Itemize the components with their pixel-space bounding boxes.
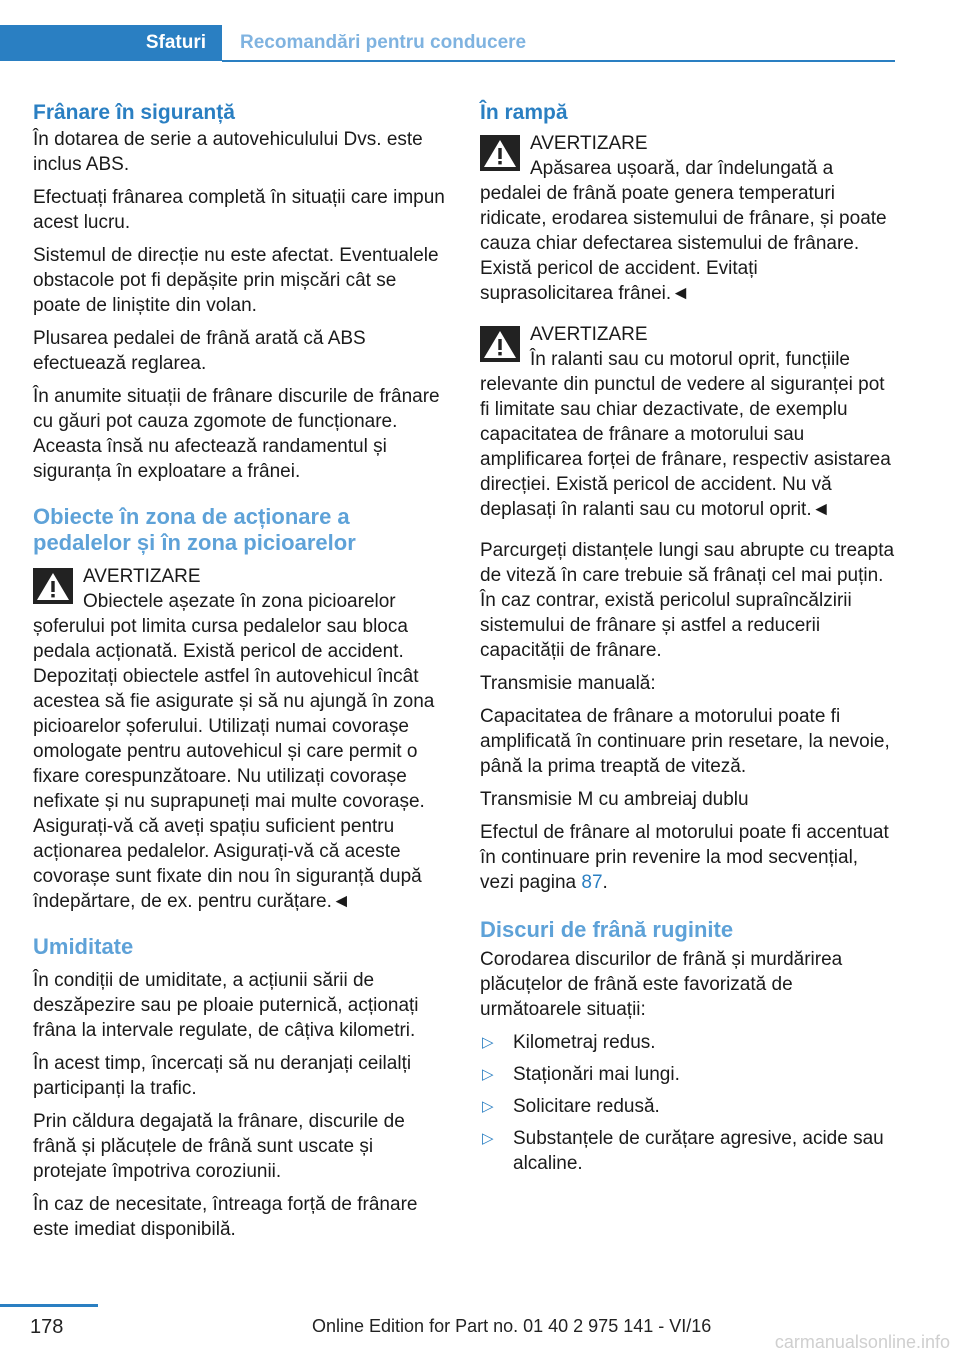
paragraph-end: . [602, 872, 608, 893]
warning-title: AVERTIZARE [83, 566, 201, 587]
warning-triangle-icon [480, 326, 520, 362]
paragraph: Prin căldura degajată la frânare, discurile de frână și plăcuțele de frână sunt uscate și protejate împotriva coroziunii. [33, 1111, 405, 1182]
section-tab: Sfaturi [0, 25, 222, 61]
paragraph: Efectuați frânarea completă în situații care impun acest lucru. [33, 187, 445, 233]
list-item-text: Solicitare redusă. [513, 1096, 660, 1117]
paragraph: În caz de necesitate, întreaga forță de frânare este imediat disponibilă. [33, 1194, 418, 1240]
warning-triangle-icon [480, 135, 520, 171]
paragraph: În dotarea de serie a autovehiculului Dvs. este inclus ABS. [33, 129, 423, 175]
triangle-right-icon: ▷ [482, 1034, 494, 1051]
paragraph: Plusarea pedalei de frână arată că ABS efectuează reglarea. [33, 328, 366, 374]
paragraph: Sistemul de direcție nu este afectat. Eventualele obstacole pot fi depășite prin mișcări cât se poate de liniștite din volan. [33, 245, 439, 316]
list-item-text: Kilometraj redus. [513, 1032, 656, 1053]
list-item [480, 1030, 896, 1055]
page-header [0, 0, 960, 62]
left-column [33, 100, 449, 1250]
paragraph-text: Efectul de frânare al motorului poate fi accentuat în continuare prin revenire la mod secvențial, vezi pagina [480, 822, 889, 893]
paragraph: Transmisie M cu ambreiaj dublu [480, 789, 749, 810]
warning-text: Apăsarea ușoară, dar îndelungată a pedalei de frână poate genera temperaturi ridicate, erodarea sistemului de frânare, și poate cauza chiar defectarea sistemului de frânare. Există pericol de accident. Evitați suprasolicitarea frânei.◄ [480, 158, 887, 304]
edition-text: Online Edition for Part no. 01 40 2 975 141 - VI/16 [312, 1316, 712, 1336]
paragraph: Capacitatea de frânare a motorului poate fi amplificată în continuare prin resetare, la nevoie, până la prima treaptă de viteză. [480, 706, 890, 777]
section-title-pedal-area: Obiecte în zona de acționare a pedalelor și în zona picioarelor [33, 504, 356, 555]
list-item [480, 1062, 896, 1087]
triangle-right-icon: ▷ [482, 1098, 494, 1115]
section-title-safe-braking: Frânare în siguranță [33, 101, 235, 124]
warning-title: AVERTIZARE [530, 133, 648, 154]
list-item-text: Substanțele de curățare agresive, acide sau alcaline. [513, 1128, 884, 1174]
paragraph: În anumite situații de frânare discurile de frânare cu găuri pot cauza zgomote de funcționare. Aceasta însă nu afectează randamentul și siguranța în exploatare a frânei. [33, 386, 440, 482]
warning-block [480, 322, 896, 522]
paragraph: Transmisie manuală: [480, 673, 656, 694]
page-number: 178 [30, 1316, 64, 1338]
warning-block [33, 564, 449, 914]
list-item [480, 1094, 896, 1119]
watermark: carmanualsonline.info [774, 1332, 950, 1352]
section-title-humidity: Umiditate [33, 934, 134, 959]
paragraph: În condiții de umiditate, a acțiunii sării de deszăpezire sau pe ploaie puternică, acționați frâna la intervale regulate, de câțiva kilometri. [33, 970, 419, 1041]
paragraph [480, 820, 896, 895]
warning-text: Obiectele așezate în zona picioarelor șoferului pot limita cursa pedalelor sau bloca pedala acționată. Există pericol de accident. Depozitați obiectele astfel în autovehicul încât acestea să fie asigurate și să nu ajungă în zona picioarelor șoferului. Utilizați numai covorașe omologate pentru autovehicul și care permit o fixare corespunzătoare. Nu utilizați covorașe nefixate și nu suprapuneți mai multe covorașe. Asigurați-vă că aveți spațiu suficient pentru acționarea pedalelor. Asigurați-vă că aceste covorașe sunt fixate din nou în siguranță după îndepărtare, de ex. pentru curățare.◄ [33, 591, 435, 912]
triangle-right-icon: ▷ [482, 1066, 494, 1083]
header-rule [222, 60, 895, 62]
page-reference-link[interactable]: 87 [581, 872, 603, 893]
warning-title: AVERTIZARE [530, 324, 648, 345]
paragraph: Parcurgeți distanțele lungi sau abrupte cu treapta de viteză în care trebuie să frânați cel mai puțin. În caz contrar, există pericolul supraîncălzirii sistemului de frânare și astfel a reducerii capacității de frânare. [480, 540, 895, 661]
paragraph: În acest timp, încercați să nu deranjați ceilalți participanți la trafic. [33, 1053, 412, 1099]
paragraph: Corodarea discurilor de frână și murdărirea plăcuțelor de frână este favorizată de următoarele situații: [480, 949, 843, 1020]
footer-rule [0, 1304, 98, 1307]
section-title-slope: În rampă [480, 101, 568, 124]
list-item [480, 1126, 896, 1176]
bullet-list [480, 1030, 896, 1176]
triangle-right-icon: ▷ [482, 1130, 494, 1147]
warning-triangle-icon [33, 568, 73, 604]
section-title-rusty-discs: Discuri de frână ruginite [480, 917, 734, 942]
right-column [480, 100, 896, 1183]
warning-block [480, 131, 896, 306]
chapter-tab: Recomandări pentru conducere [240, 32, 527, 53]
list-item-text: Staționări mai lungi. [513, 1064, 680, 1085]
warning-text: În ralanti sau cu motorul oprit, funcțiile relevante din punctul de vedere al siguranței pot fi limitate sau chiar dezactivate, de exemplu capacitatea de frânare a motorului sau amplificarea forței de frânare, respectiv asistarea direcției. Există pericol de accident. Nu vă deplasați în ralanti sau cu motorul oprit.◄ [480, 349, 891, 520]
